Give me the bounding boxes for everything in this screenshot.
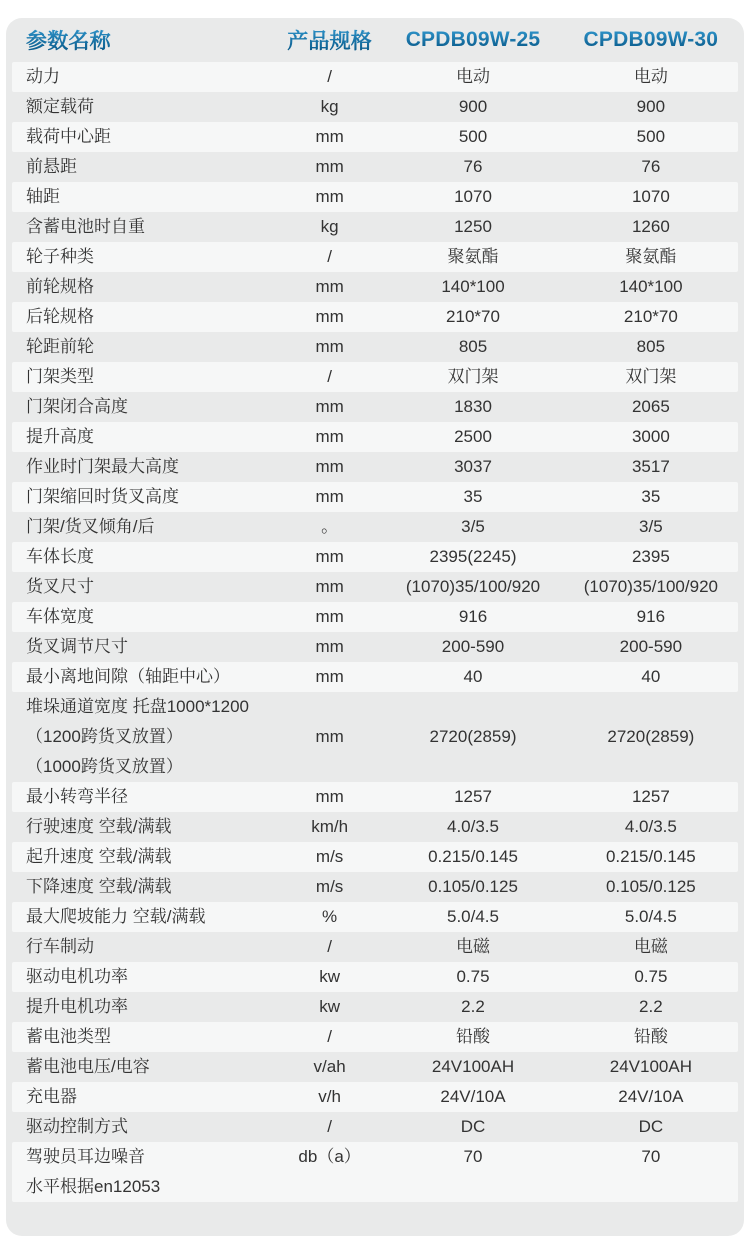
table-row (12, 812, 738, 842)
model2-value-cell: 3517 (631, 457, 670, 476)
model1-value-cell: 500 (458, 127, 488, 146)
param-name-cell (12, 662, 277, 692)
table-row (12, 602, 738, 632)
table-row (12, 212, 738, 242)
spec-table-card (6, 18, 744, 1236)
param-name-line: 提升电机功率 (26, 997, 128, 1016)
param-name-cell (12, 932, 277, 962)
table-row (12, 182, 738, 212)
unit-cell: kg (320, 97, 339, 116)
model2-value-cell: 2065 (631, 397, 670, 416)
model2-value-cell: 双门架 (625, 367, 677, 386)
table-row (12, 542, 738, 572)
table-row (12, 842, 738, 872)
param-name-line: 轮子种类 (26, 247, 94, 266)
param-name-cell (12, 632, 277, 662)
param-name-line: 充电器 (26, 1087, 77, 1106)
model1-value-cell: 76 (463, 157, 483, 176)
param-name-cell (12, 212, 277, 242)
param-name-line: 蓄电池电压/电容 (26, 1057, 150, 1076)
unit-cell: m/s (315, 877, 344, 896)
param-name-line: 水平根据en12053 (26, 1177, 161, 1196)
unit-cell: kg (320, 217, 339, 236)
model2-value-cell: (1070)35/100/920 (583, 577, 718, 596)
unit-cell: / (327, 247, 332, 266)
param-name-cell (12, 332, 277, 362)
param-name-cell (12, 152, 277, 182)
model1-value-cell: 70 (463, 1147, 483, 1166)
unit-cell: v/h (318, 1087, 341, 1106)
model1-value-cell: 140*100 (441, 277, 505, 296)
model1-value-cell: 0.215/0.145 (428, 847, 518, 866)
model1-value-cell: 1257 (454, 787, 492, 806)
table-row (12, 572, 738, 602)
model1-value-cell: (1070)35/100/920 (405, 577, 541, 596)
model2-value-cell: 210*70 (623, 307, 678, 326)
param-name-line: 载荷中心距 (26, 127, 111, 146)
model1-value-cell: 5.0/4.5 (447, 907, 499, 926)
param-name-cell (12, 422, 277, 452)
unit-cell: mm (315, 607, 344, 626)
param-name-cell (12, 272, 277, 302)
table-body (12, 62, 738, 1202)
param-name-line: 货叉尺寸 (26, 577, 94, 596)
param-name-line: 驱动电机功率 (26, 967, 128, 986)
param-name-cell (12, 92, 277, 122)
unit-cell: mm (315, 547, 344, 566)
param-name-line: 门架缩回时货叉高度 (26, 487, 179, 506)
param-name-line: 蓄电池类型 (26, 1027, 111, 1046)
param-name-cell (12, 1022, 277, 1052)
param-name-line: （1000跨货叉放置） (26, 757, 183, 776)
table-row (12, 662, 738, 692)
model1-value-cell: 2395(2245) (429, 547, 517, 566)
model2-value-cell: 2720(2859) (607, 727, 695, 746)
col-header-model-cpdb09w-25: CPDB09W-25 (382, 28, 564, 52)
unit-cell: 。 (321, 517, 339, 536)
model2-value-cell: 140*100 (619, 277, 683, 296)
model2-value-cell: 76 (641, 157, 661, 176)
model2-value-cell: 1257 (631, 787, 670, 806)
param-name-line: 驾驶员耳边噪音 (26, 1147, 145, 1166)
model2-value-cell: 5.0/4.5 (624, 907, 677, 926)
param-name-cell (12, 602, 277, 632)
param-name-line: 车体宽度 (26, 607, 94, 626)
model1-value-cell: 0.75 (456, 967, 490, 986)
unit-cell: mm (315, 307, 344, 326)
model1-value-cell: 双门架 (447, 367, 499, 386)
unit-cell: m/s (315, 847, 344, 866)
table-row (12, 122, 738, 152)
table-row (12, 1022, 738, 1052)
model1-value-cell: 2.2 (461, 997, 485, 1016)
unit-cell: % (322, 907, 338, 926)
param-name-cell (12, 512, 277, 542)
table-row (12, 452, 738, 482)
model2-value-cell: 805 (636, 337, 666, 356)
model1-value-cell: 900 (458, 97, 488, 116)
table-row (12, 392, 738, 422)
model1-value-cell: 电动 (456, 67, 490, 86)
param-name-line: 车体长度 (26, 547, 94, 566)
model2-value-cell: 900 (636, 97, 666, 116)
param-name-line: 堆垛通道宽度 托盘1000*1200 (26, 697, 249, 716)
param-name-cell (12, 62, 277, 92)
model2-value-cell: 24V/10A (618, 1087, 684, 1106)
model1-value-cell: 3/5 (461, 517, 485, 536)
param-name-cell (12, 452, 277, 482)
model1-value-cell: 805 (458, 337, 488, 356)
param-name-cell (12, 692, 277, 782)
model1-value-cell: 电磁 (456, 937, 490, 956)
table-row (12, 962, 738, 992)
model1-value-cell: 3037 (454, 457, 492, 476)
param-name-line: 最小离地间隙（轴距中心） (26, 667, 230, 686)
param-name-cell (12, 902, 277, 932)
table-row (12, 872, 738, 902)
unit-cell: mm (315, 637, 344, 656)
model1-value-cell: 聚氨酯 (447, 247, 499, 266)
table-row (12, 1142, 738, 1202)
param-name-cell (12, 122, 277, 152)
param-name-line: 额定载荷 (26, 97, 94, 116)
table-row (12, 1112, 738, 1142)
param-name-line: 下降速度 空载/满载 (26, 877, 172, 896)
table-row (12, 512, 738, 542)
unit-cell: kw (319, 967, 340, 986)
param-name-line: 前悬距 (26, 157, 77, 176)
param-name-cell (12, 872, 277, 902)
col-header-param-name: 参数名称 (12, 25, 277, 55)
table-row (12, 242, 738, 272)
param-name-line: 最大爬坡能力 空载/满载 (26, 907, 206, 926)
param-name-line: 作业时门架最大高度 (26, 457, 179, 476)
unit-cell: mm (315, 577, 344, 596)
unit-cell: mm (315, 277, 344, 296)
model2-value-cell: 0.105/0.125 (605, 877, 696, 896)
param-name-line: 轮距前轮 (26, 337, 94, 356)
param-name-line: 动力 (26, 67, 60, 86)
table-row (12, 782, 738, 812)
model1-value-cell: 1830 (454, 397, 492, 416)
model2-value-cell: 铅酸 (633, 1027, 668, 1046)
param-name-line: 行驶速度 空载/满载 (26, 817, 172, 836)
unit-cell: v/ah (313, 1057, 346, 1076)
model1-value-cell: 1250 (454, 217, 492, 236)
param-name-cell (12, 302, 277, 332)
model2-value-cell: 1070 (631, 187, 670, 206)
unit-cell: mm (315, 157, 344, 176)
param-name-cell (12, 812, 277, 842)
param-name-line: 门架类型 (26, 367, 94, 386)
model2-value-cell: 聚氨酯 (625, 247, 677, 266)
table-row (12, 152, 738, 182)
unit-cell: mm (315, 337, 344, 356)
unit-cell: db（a） (298, 1147, 361, 1166)
model2-value-cell: 电动 (633, 67, 668, 86)
unit-cell: mm (315, 397, 344, 416)
table-row (12, 362, 738, 392)
unit-cell: mm (315, 127, 344, 146)
unit-cell: mm (315, 727, 344, 746)
param-name-line: 前轮规格 (26, 277, 94, 296)
unit-cell: mm (315, 427, 344, 446)
param-name-line: 提升高度 (26, 427, 94, 446)
table-row (12, 482, 738, 512)
model2-value-cell: 40 (641, 667, 661, 686)
table-row (12, 1052, 738, 1082)
unit-cell: / (327, 367, 332, 386)
model1-value-cell: 2720(2859) (429, 727, 517, 746)
param-name-cell (12, 782, 277, 812)
table-row (12, 92, 738, 122)
model1-value-cell: 210*70 (446, 307, 500, 326)
param-name-cell (12, 572, 277, 602)
table-row (12, 422, 738, 452)
param-name-cell (12, 842, 277, 872)
model1-value-cell: 铅酸 (456, 1027, 490, 1046)
param-name-line: （1200跨货叉放置） (26, 727, 183, 746)
table-row (12, 932, 738, 962)
model2-value-cell: 70 (641, 1147, 661, 1166)
param-name-line: 货叉调节尺寸 (26, 637, 128, 656)
unit-cell: km/h (311, 817, 349, 836)
model2-value-cell: 4.0/3.5 (624, 817, 677, 836)
model2-value-cell: 1260 (631, 217, 670, 236)
param-name-cell (12, 542, 277, 572)
table-header-row (12, 18, 738, 62)
param-name-cell (12, 992, 277, 1022)
model1-value-cell: 916 (458, 607, 488, 626)
table-row (12, 992, 738, 1022)
unit-cell: / (327, 937, 332, 956)
param-name-line: 含蓄电池时自重 (26, 217, 145, 236)
param-name-cell (12, 1112, 277, 1142)
param-name-cell (12, 362, 277, 392)
unit-cell: mm (315, 457, 344, 476)
param-name-cell (12, 182, 277, 212)
param-name-cell (12, 1142, 277, 1202)
param-name-line: 最小转弯半径 (26, 787, 128, 806)
param-name-cell (12, 1052, 277, 1082)
unit-cell: mm (315, 667, 344, 686)
model2-value-cell: 916 (636, 607, 666, 626)
model1-value-cell: 1070 (454, 187, 492, 206)
model1-value-cell: 2500 (454, 427, 492, 446)
table-row (12, 902, 738, 932)
param-name-cell (12, 482, 277, 512)
model1-value-cell: 24V/10A (440, 1087, 506, 1106)
param-name-line: 轴距 (26, 187, 60, 206)
model2-value-cell: DC (638, 1117, 664, 1136)
param-name-cell (12, 392, 277, 422)
param-name-line: 后轮规格 (26, 307, 94, 326)
model1-value-cell: 35 (463, 487, 483, 506)
param-name-cell (12, 1082, 277, 1112)
model1-value-cell: 200-590 (441, 637, 505, 656)
model1-value-cell: 24V100AH (431, 1057, 515, 1076)
model2-value-cell: 24V100AH (609, 1057, 692, 1076)
param-name-cell (12, 962, 277, 992)
table-row (12, 632, 738, 662)
table-row (12, 692, 738, 782)
model1-value-cell: DC (460, 1117, 486, 1136)
unit-cell: mm (315, 187, 344, 206)
unit-cell: / (327, 1117, 332, 1136)
table-row (12, 272, 738, 302)
model2-value-cell: 35 (641, 487, 661, 506)
model2-value-cell: 0.215/0.145 (605, 847, 696, 866)
unit-cell: mm (315, 787, 344, 806)
param-name-line: 门架闭合高度 (26, 397, 128, 416)
param-name-cell (12, 242, 277, 272)
model2-value-cell: 3/5 (639, 517, 663, 536)
model2-value-cell: 电磁 (633, 937, 668, 956)
param-name-line: 门架/货叉倾角/后 (26, 517, 155, 536)
table-row (12, 332, 738, 362)
table-row (12, 1082, 738, 1112)
model2-value-cell: 200-590 (619, 637, 683, 656)
col-header-model-cpdb09w-30: CPDB09W-30 (564, 28, 738, 52)
param-name-line: 行车制动 (26, 937, 94, 956)
model1-value-cell: 4.0/3.5 (447, 817, 499, 836)
col-header-product-spec: 产品规格 (277, 25, 382, 55)
param-name-line: 驱动控制方式 (26, 1117, 128, 1136)
param-name-line: 起升速度 空载/满载 (26, 847, 172, 866)
unit-cell: kw (319, 997, 340, 1016)
table-row (12, 302, 738, 332)
model1-value-cell: 40 (463, 667, 483, 686)
model2-value-cell: 500 (636, 127, 666, 146)
model1-value-cell: 0.105/0.125 (428, 877, 518, 896)
model2-value-cell: 0.75 (634, 967, 668, 986)
unit-cell: mm (315, 487, 344, 506)
table-row (12, 62, 738, 92)
unit-cell: / (327, 67, 332, 86)
model2-value-cell: 2395 (631, 547, 670, 566)
model2-value-cell: 2.2 (639, 997, 663, 1016)
unit-cell: / (327, 1027, 332, 1046)
model2-value-cell: 3000 (631, 427, 670, 446)
